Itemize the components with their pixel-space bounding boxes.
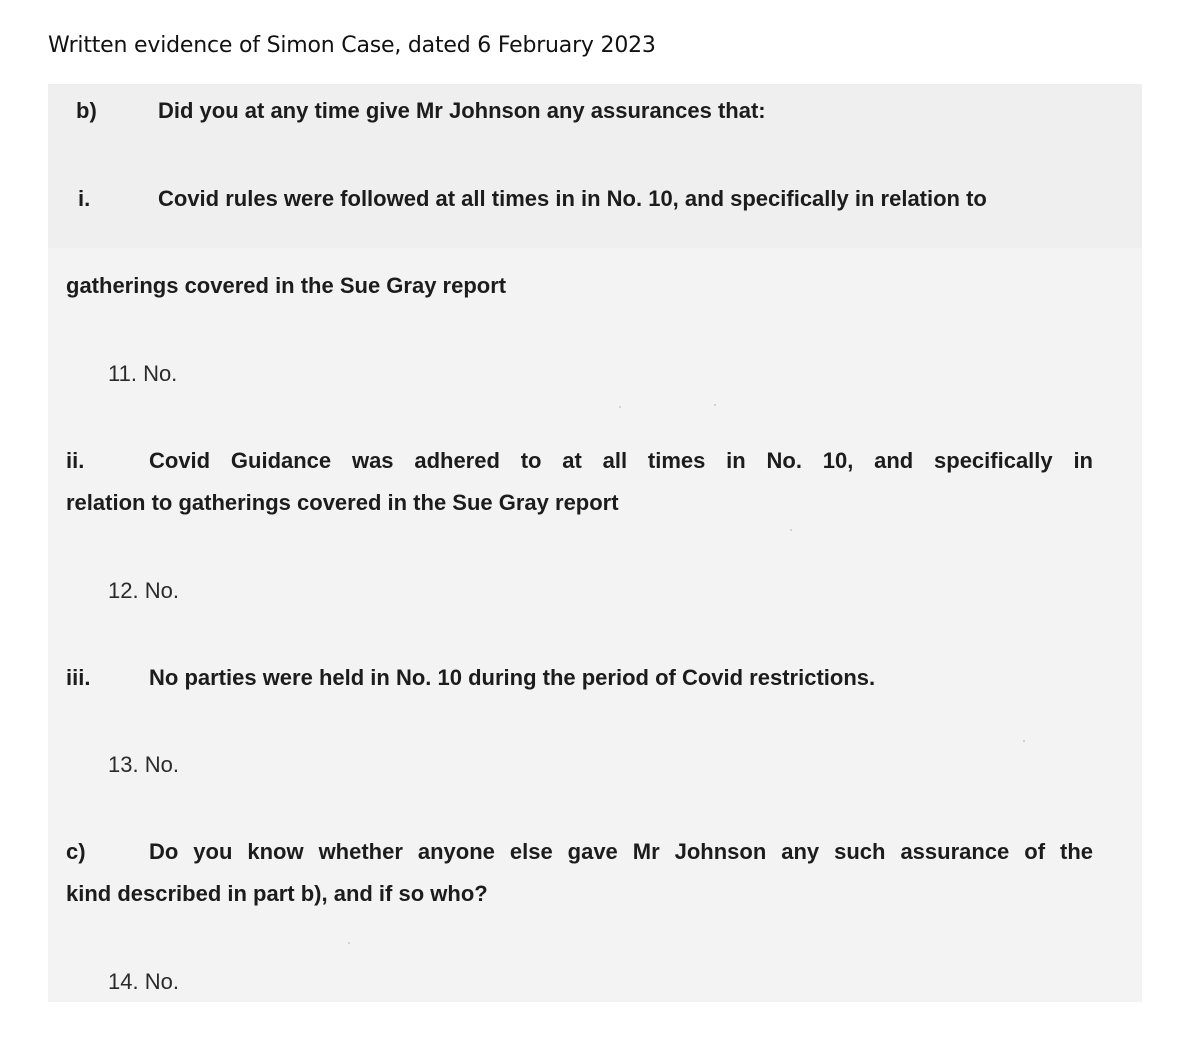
question-b-ii-label: ii. [66, 448, 85, 473]
scanned-page [48, 84, 1142, 1002]
question-b-text: Did you at any time give Mr Johnson any assurances that: [158, 98, 766, 123]
answer-12: 12. No. [108, 578, 179, 603]
answer-14: 14. No. [108, 969, 179, 994]
scan-speck [790, 529, 792, 531]
scan-speck [348, 942, 350, 944]
question-b-iii-label: iii. [66, 665, 91, 690]
question-b-iii-text: No parties were held in No. 10 during the period of Covid restrictions. [149, 665, 876, 690]
question-b-i-line2: gatherings covered in the Sue Gray report [66, 273, 507, 298]
question-c-line1: Do you know whether anyone else gave Mr Johnson any such assurance of the [149, 839, 1093, 864]
question-b-i-label: i. [78, 186, 91, 211]
question-b-label: b) [76, 98, 97, 123]
question-b-i-line1: Covid rules were followed at all times in in No. 10, and specifically in relation to [158, 186, 987, 211]
scan-speck [1023, 740, 1025, 742]
document-header: Written evidence of Simon Case, dated 6 February 2023 [48, 33, 656, 58]
question-b-ii-line2: relation to gatherings covered in the Sue Gray report [66, 490, 619, 515]
answer-13: 13. No. [108, 752, 179, 777]
answer-11: 11. No. [108, 361, 178, 386]
question-c-label: c) [66, 839, 86, 864]
scan-speck [619, 406, 621, 408]
question-b-ii-line1: Covid Guidance was adhered to at all times in No. 10, and specifically in [149, 448, 1093, 473]
scan-speck [714, 404, 716, 406]
question-c-line2: kind described in part b), and if so who? [66, 881, 488, 906]
